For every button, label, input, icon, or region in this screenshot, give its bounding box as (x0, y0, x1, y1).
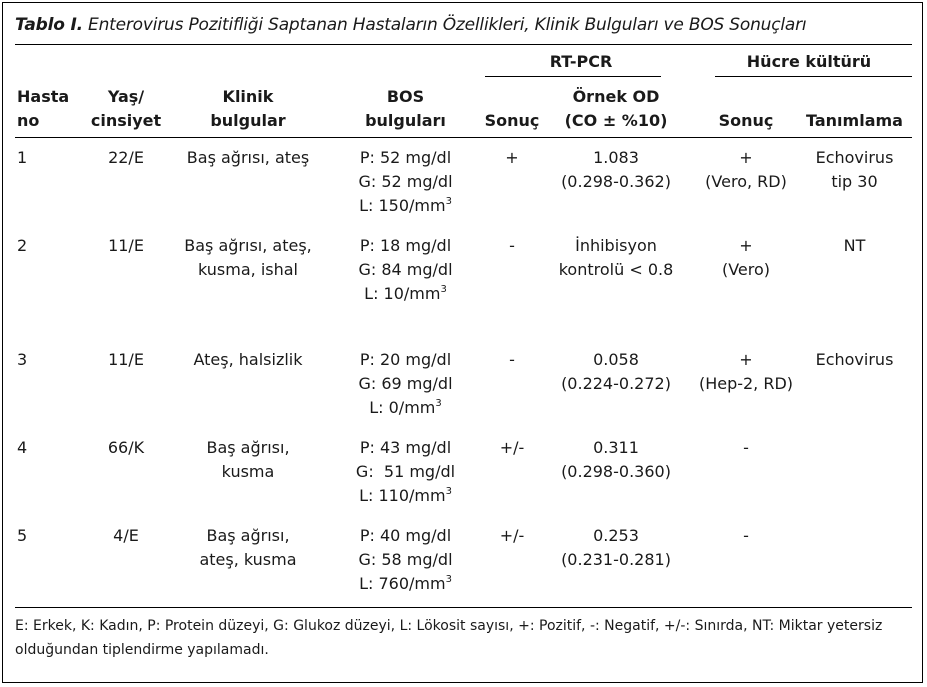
csf-g: G: 69 mg/dl (358, 374, 453, 393)
row-rt-result-line1: - (509, 350, 515, 369)
row-csf (333, 436, 478, 508)
row-rt-result (481, 436, 543, 460)
row-culture-line1: + (739, 236, 753, 255)
row-od (546, 146, 686, 194)
row-clinical (173, 234, 323, 282)
row-od-line2: (0.231-0.281) (561, 550, 671, 569)
row-identification (797, 234, 912, 258)
row-rt-result-line1: +/- (499, 438, 525, 457)
header-culture-result: Sonuç (718, 111, 774, 130)
csf-l-value: L: 10/mm (364, 284, 441, 303)
row-identification-line2: tip 30 (831, 172, 878, 191)
csf-p: P: 18 mg/dl (359, 236, 452, 255)
row-age-sex (81, 436, 171, 460)
row-patient-no-line1: 1 (17, 148, 28, 167)
footer-rule (15, 607, 912, 608)
row-csf (333, 524, 478, 596)
row-identification-line1: NT (843, 236, 866, 255)
row-patient-no (17, 146, 67, 170)
csf-g: G: 51 mg/dl (355, 462, 456, 481)
row-od (546, 348, 686, 396)
header-age-line1: Yaş/ (107, 87, 145, 106)
row-od (546, 234, 686, 282)
row-clinical-line1: Baş ağrısı, (206, 438, 290, 457)
row-clinical-line1: Baş ağrısı, (206, 526, 290, 545)
header-od (551, 85, 681, 133)
row-rt-result-line1: + (505, 148, 519, 167)
row-od (546, 436, 686, 484)
row-culture-line2: (Hep-2, RD) (698, 374, 794, 393)
csf-l-exponent: 3 (435, 397, 442, 409)
csf-l-value: L: 0/mm (369, 398, 436, 417)
row-rt-result-line1: - (509, 236, 515, 255)
header-rt-result: Sonuç (484, 111, 540, 130)
table-caption: Enterovirus Pozitifliği Saptanan Hastaların Özellikleri, Klinik Bulguları ve BOS Sonuçları (88, 15, 807, 35)
csf-l (333, 282, 478, 306)
table-number: Tablo I. (15, 15, 83, 35)
header-csf-line1: BOS (386, 87, 425, 106)
row-od-line2: (0.224-0.272) (561, 374, 671, 393)
row-age-sex-line1: 66/K (107, 438, 145, 457)
csf-l-exponent: 3 (445, 573, 452, 585)
row-age-sex (81, 146, 171, 170)
row-clinical-line2: ateş, kusma (199, 550, 297, 569)
row-identification (797, 348, 912, 372)
row-identification-line1: Echovirus (815, 350, 894, 369)
row-clinical-line2: kusma (221, 462, 275, 481)
header-culture: Hücre kültürü (746, 52, 872, 71)
header-patient-line2: no (17, 111, 40, 130)
csf-g: G: 52 mg/dl (358, 172, 453, 191)
csf-l-value: L: 150/mm (359, 196, 446, 215)
row-culture (686, 348, 806, 396)
row-rt-result (481, 146, 543, 170)
row-culture (686, 524, 806, 548)
row-od-line1: İnhibisyon (575, 236, 657, 255)
row-age-sex (81, 348, 171, 372)
csf-l-exponent: 3 (445, 485, 452, 497)
header-rtpcr: RT-PCR (549, 52, 613, 71)
header-clinical-line1: Klinik (222, 87, 274, 106)
row-patient-no-line1: 5 (17, 526, 28, 545)
row-age-sex-line1: 4/E (113, 526, 139, 545)
row-culture-line2: (Vero) (721, 260, 771, 279)
row-age-sex (81, 234, 171, 258)
row-culture (686, 146, 806, 194)
row-od-line1: 1.083 (593, 148, 639, 167)
row-clinical (173, 348, 323, 372)
row-csf (333, 146, 478, 218)
header-clinical-line2: bulgular (210, 111, 286, 130)
csf-l-value: L: 760/mm (359, 574, 446, 593)
csf-l (333, 572, 478, 596)
row-age-sex-line1: 11/E (108, 236, 144, 255)
row-age-sex-line1: 11/E (108, 350, 144, 369)
row-culture-line1: - (743, 526, 749, 545)
header-csf (338, 85, 473, 133)
csf-p: P: 52 mg/dl (359, 148, 452, 167)
row-rt-result (481, 348, 543, 372)
csf-l-value: L: 110/mm (359, 486, 446, 505)
row-patient-no (17, 234, 67, 258)
row-culture-line1: - (743, 438, 749, 457)
row-rt-result (481, 524, 543, 548)
row-patient-no-line1: 4 (17, 438, 28, 457)
row-rt-result-line1: +/- (499, 526, 525, 545)
header-csf-line2: bulguları (365, 111, 446, 130)
row-patient-no (17, 348, 67, 372)
csf-l (333, 396, 478, 420)
title-rule (15, 44, 912, 45)
header-patient-line1: Hasta (17, 87, 70, 106)
row-clinical (173, 524, 323, 572)
csf-p: P: 40 mg/dl (359, 526, 452, 545)
row-patient-no-line1: 2 (17, 236, 28, 255)
table-frame (2, 2, 923, 683)
row-od-line1: 0.311 (593, 438, 639, 457)
row-clinical-line2: kusma, ishal (198, 260, 298, 279)
row-clinical-line1: Baş ağrısı, ateş, (184, 236, 312, 255)
row-clinical-line1: Baş ağrısı, ateş (186, 148, 310, 167)
row-csf (333, 234, 478, 306)
row-identification (797, 146, 912, 194)
row-od-line2: kontrolü < 0.8 (558, 260, 674, 279)
row-culture-line1: + (739, 148, 753, 167)
csf-g: G: 84 mg/dl (358, 260, 453, 279)
csf-p: P: 20 mg/dl (359, 350, 452, 369)
row-clinical (173, 146, 323, 170)
csf-l-exponent: 3 (445, 195, 452, 207)
csf-l (333, 194, 478, 218)
row-od (546, 524, 686, 572)
row-culture (686, 234, 806, 282)
row-identification-line1: Echovirus (815, 148, 894, 167)
header-od-line2: (CO ± %10) (564, 111, 668, 130)
row-age-sex (81, 524, 171, 548)
row-csf (333, 348, 478, 420)
table-footnote: E: Erkek, K: Kadın, P: Protein düzeyi, G: Glukoz düzeyi, L: Lökosit sayısı, +: Pozitif, -: Negatif, +/-: Sınırda, NT: Miktar yetersiz olduğundan tiplendirme yapılamadı. (15, 618, 883, 658)
row-patient-no (17, 436, 67, 460)
row-patient-no (17, 524, 67, 548)
row-rt-result (481, 234, 543, 258)
culture-rule (715, 76, 912, 77)
row-clinical (173, 436, 323, 484)
header-patient-no (17, 85, 69, 133)
header-rule (15, 137, 912, 138)
csf-l (333, 484, 478, 508)
rtpcr-rule (485, 76, 661, 77)
header-identification: Tanımlama (806, 111, 903, 130)
row-clinical-line1: Ateş, halsizlik (193, 350, 303, 369)
header-age-line2: cinsiyet (90, 111, 162, 130)
csf-p: P: 43 mg/dl (359, 438, 452, 457)
row-age-sex-line1: 22/E (108, 148, 144, 167)
row-od-line1: 0.253 (593, 526, 639, 545)
header-od-line1: Örnek OD (572, 87, 660, 106)
row-culture-line1: + (739, 350, 753, 369)
header-age-sex (81, 85, 171, 133)
csf-l-exponent: 3 (440, 283, 447, 295)
table-title (15, 15, 806, 35)
row-culture-line2: (Vero, RD) (705, 172, 787, 191)
csf-g: G: 58 mg/dl (358, 550, 453, 569)
row-patient-no-line1: 3 (17, 350, 28, 369)
row-culture (686, 436, 806, 460)
header-clinical (183, 85, 313, 133)
row-od-line2: (0.298-0.360) (561, 462, 671, 481)
row-od-line1: 0.058 (593, 350, 639, 369)
row-od-line2: (0.298-0.362) (561, 172, 671, 191)
